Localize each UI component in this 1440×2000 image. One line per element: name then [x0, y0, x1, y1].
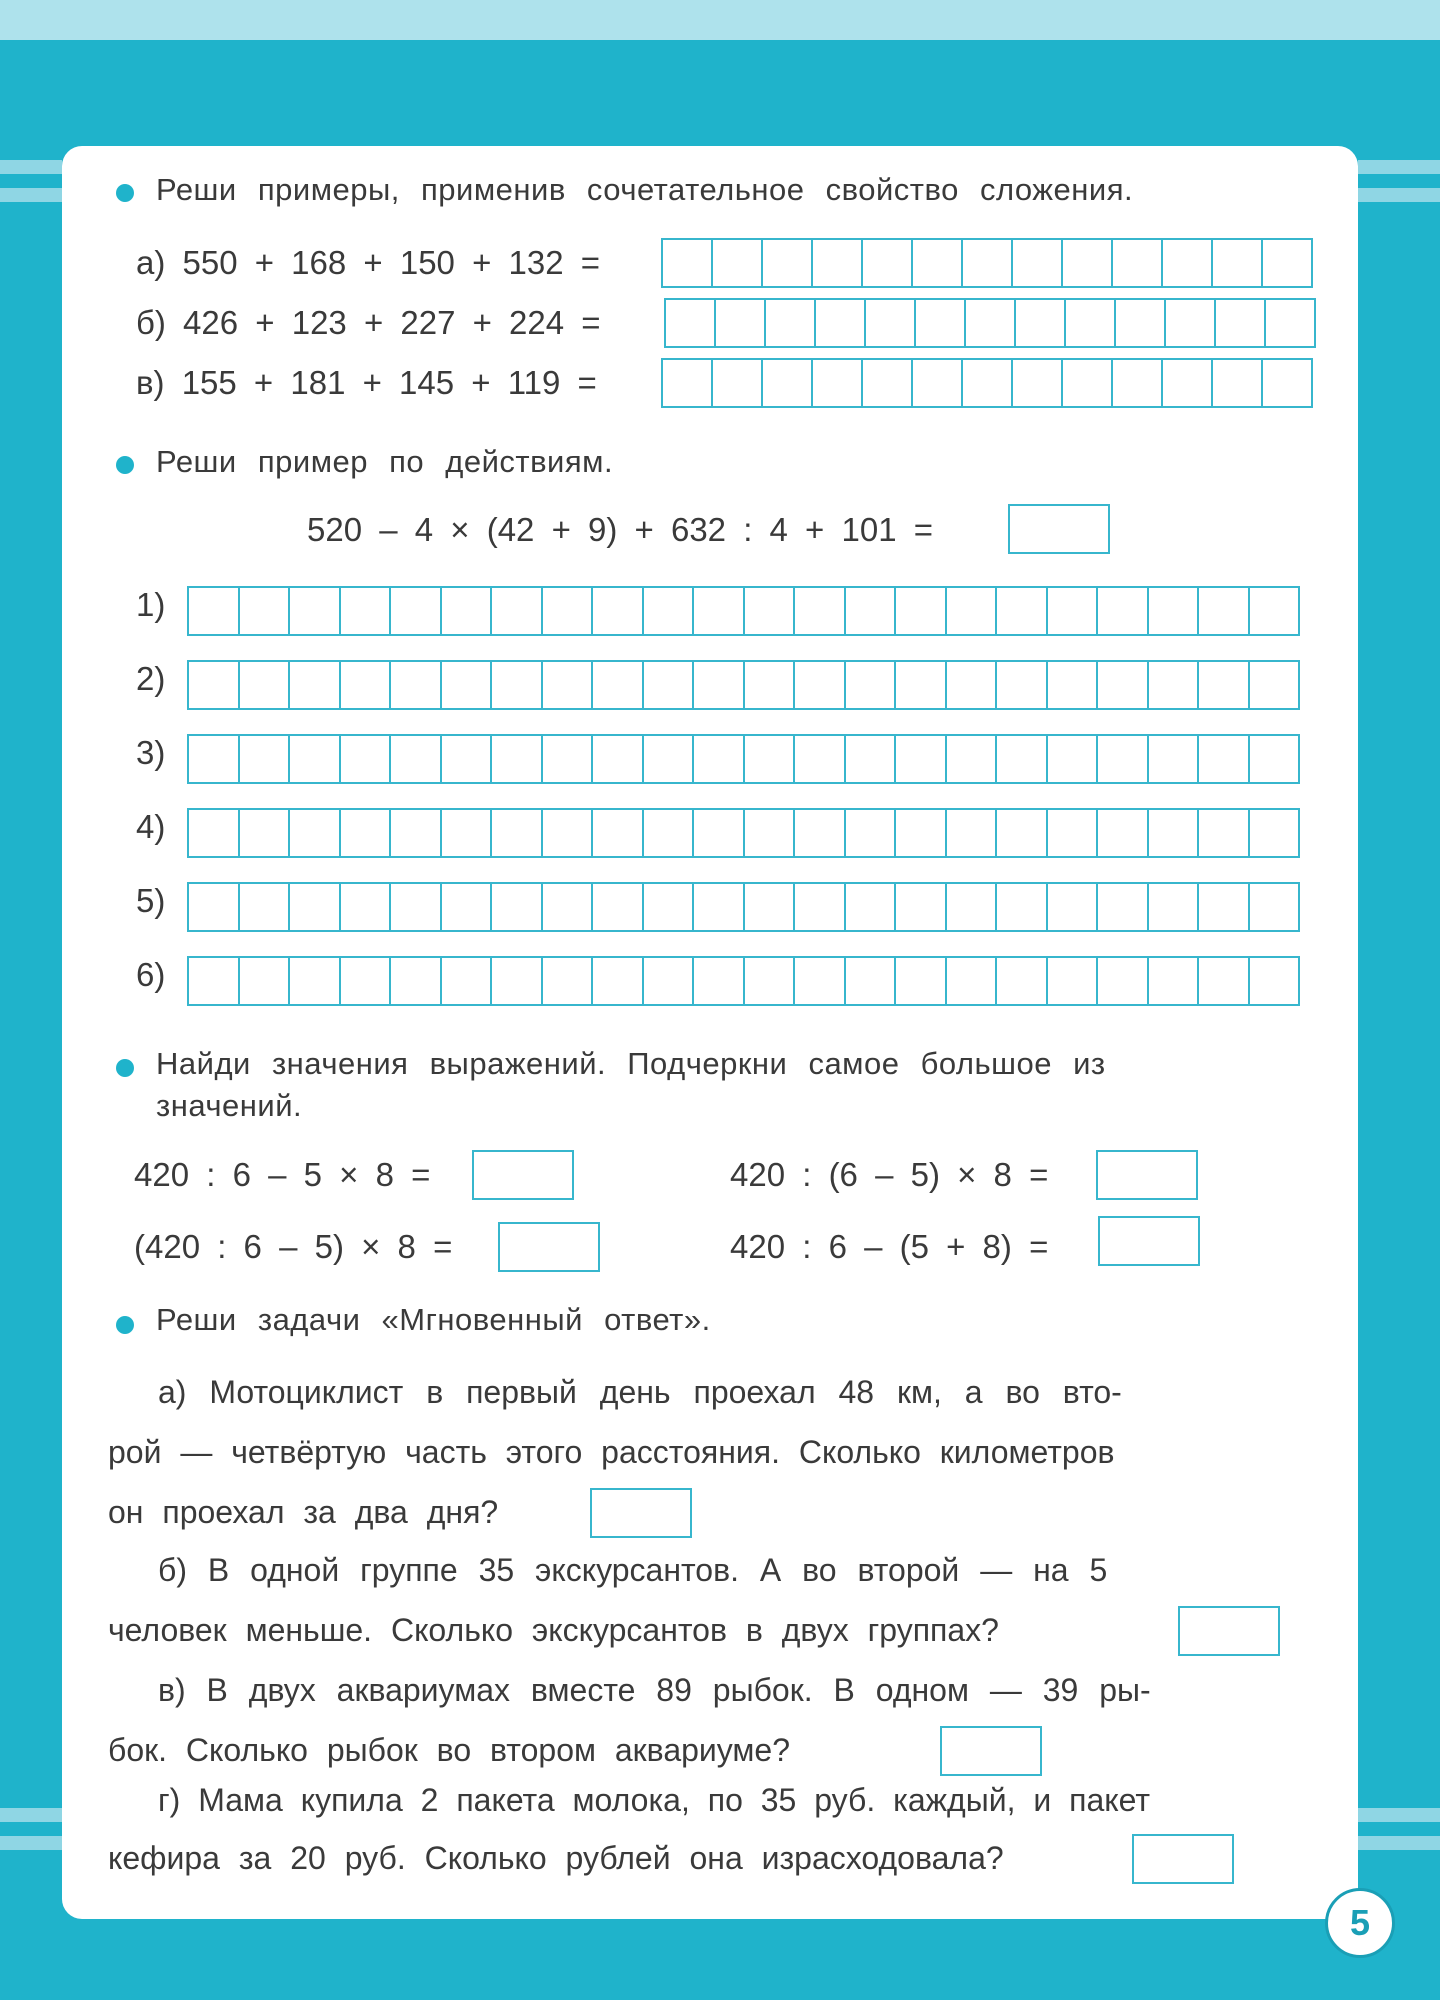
bullet-icon [116, 184, 134, 202]
step-label: 6) [136, 956, 166, 993]
answer-grid-a[interactable] [661, 238, 1313, 288]
expression-1: 420 : 6 – 5 × 8 = [134, 1156, 431, 1193]
sum-row-a: а) 550 + 168 + 150 + 132 = [136, 244, 601, 281]
answer-box-problem-b[interactable] [1178, 1606, 1280, 1656]
answer-box-problem-d[interactable] [1132, 1834, 1234, 1884]
expression-3: (420 : 6 – 5) × 8 = [134, 1228, 453, 1265]
final-answer-box[interactable] [1008, 504, 1110, 554]
section3-heading-line1: Найди значения выражений. Подчеркни самое большое из [156, 1046, 1106, 1081]
step-label: 2) [136, 660, 166, 697]
answer-box-expression-1[interactable] [472, 1150, 574, 1200]
step-grid[interactable] [187, 734, 1300, 784]
problem-d-line1: г) Мама купила 2 пакета молока, по 35 руб. каждый, и пакет [158, 1782, 1151, 1818]
left-stripe [0, 188, 62, 202]
worksheet-page [62, 146, 1358, 1919]
step-grid[interactable] [187, 660, 1300, 710]
section1-heading: Реши примеры, применив сочетательное свойство сложения. [156, 172, 1134, 207]
section3-heading-line2: значений. [156, 1088, 303, 1123]
problem-b-line2: человек меньше. Сколько экскурсантов в двух группах? [108, 1612, 999, 1648]
right-stripe [1358, 1836, 1440, 1850]
expression-2: 420 : (6 – 5) × 8 = [730, 1156, 1049, 1193]
answer-box-expression-3[interactable] [498, 1222, 600, 1272]
problem-a-line2: рой — четвёртую часть этого расстояния. Сколько километров [108, 1434, 1115, 1470]
bullet-icon [116, 456, 134, 474]
bullet-icon [116, 1059, 134, 1077]
step-grid[interactable] [187, 956, 1300, 1006]
step-grid[interactable] [187, 808, 1300, 858]
top-decor-strip [0, 0, 1440, 40]
step-label: 3) [136, 734, 166, 771]
answer-box-expression-4[interactable] [1098, 1216, 1200, 1266]
page-number-badge: 5 [1325, 1888, 1395, 1958]
problem-d-line2: кефира за 20 руб. Сколько рублей она израсходовала? [108, 1840, 1004, 1876]
section4-heading: Реши задачи «Мгновенный ответ». [156, 1302, 711, 1337]
answer-grid-c[interactable] [661, 358, 1313, 408]
answer-box-problem-a[interactable] [590, 1488, 692, 1538]
right-stripe [1358, 1808, 1440, 1822]
step-grid[interactable] [187, 586, 1300, 636]
right-stripe [1358, 160, 1440, 174]
step-label: 5) [136, 882, 166, 919]
right-stripe [1358, 188, 1440, 202]
step-label: 4) [136, 808, 166, 845]
problem-a-line1: а) Мотоциклист в первый день проехал 48 км, а во вто- [158, 1374, 1122, 1410]
step-label: 1) [136, 586, 166, 623]
order-of-operations-expression: 520 – 4 × (42 + 9) + 632 : 4 + 101 = [307, 511, 933, 548]
answer-grid-b[interactable] [664, 298, 1316, 348]
sum-row-b: б) 426 + 123 + 227 + 224 = [136, 304, 601, 341]
left-stripe [0, 160, 62, 174]
problem-c-line1: в) В двух аквариумах вместе 89 рыбок. В одном — 39 ры- [158, 1672, 1151, 1708]
left-stripe [0, 1836, 62, 1850]
bullet-icon [116, 1316, 134, 1334]
answer-box-problem-c[interactable] [940, 1726, 1042, 1776]
sum-row-c: в) 155 + 181 + 145 + 119 = [136, 364, 597, 401]
problem-b-line1: б) В одной группе 35 экскурсантов. А во второй — на 5 [158, 1552, 1108, 1588]
answer-box-expression-2[interactable] [1096, 1150, 1198, 1200]
step-grid[interactable] [187, 882, 1300, 932]
expression-4: 420 : 6 – (5 + 8) = [730, 1228, 1049, 1265]
section2-heading: Реши пример по действиям. [156, 444, 614, 479]
problem-a-line3: он проехал за два дня? [108, 1494, 499, 1530]
section3-heading [156, 1046, 1316, 1082]
left-stripe [0, 1808, 62, 1822]
problem-c-line2: бок. Сколько рыбок во втором аквариуме? [108, 1732, 791, 1768]
